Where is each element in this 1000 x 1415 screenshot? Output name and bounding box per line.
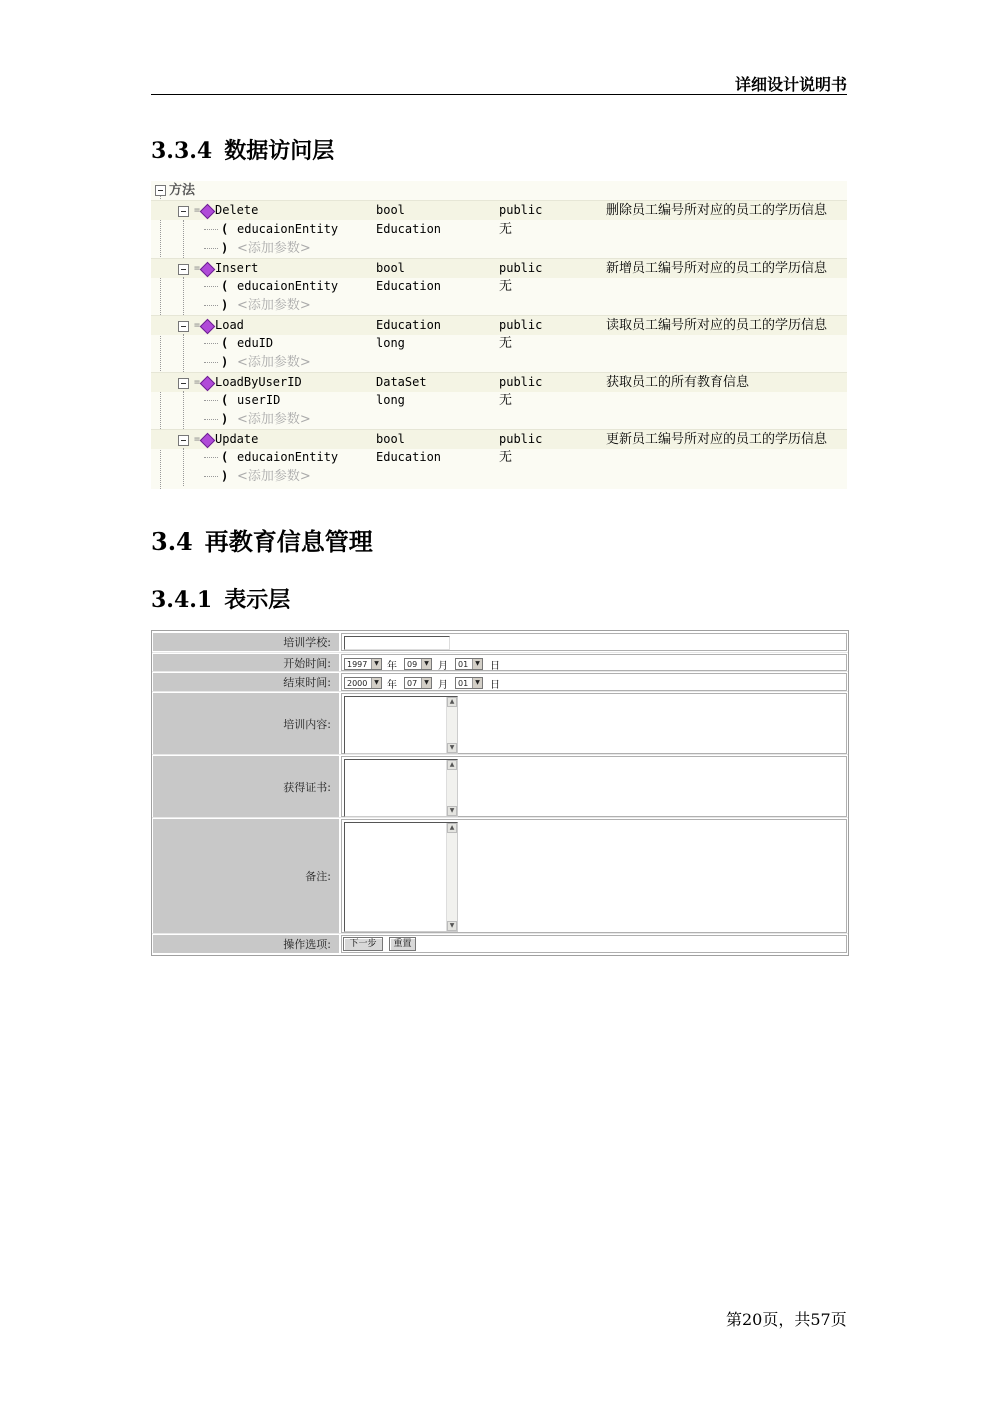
collapse-icon[interactable] (178, 206, 189, 217)
param-name: educaionEntity (237, 279, 339, 293)
dropdown-arrow-icon[interactable]: ▼ (371, 678, 381, 688)
page-number: 第20页，共57页 (726, 1310, 847, 1329)
open-paren-icon: ( (221, 222, 229, 236)
method-description: 新增员工编号所对应的员工的学历信息 (606, 261, 828, 276)
param-type: long (376, 336, 405, 350)
reset-button[interactable]: 重置 (389, 937, 416, 951)
param-row[interactable] (151, 277, 847, 296)
scroll-up-icon[interactable]: ▲ (447, 823, 457, 833)
school-label: 培训学校: (153, 633, 339, 651)
param-row[interactable] (151, 391, 847, 410)
cert-cell (341, 756, 847, 817)
method-name: Delete (215, 203, 259, 217)
dropdown-arrow-icon[interactable]: ▼ (371, 659, 381, 669)
scrollbar[interactable] (446, 823, 457, 931)
day-unit: 日 (490, 680, 500, 691)
section-number: 3.3.4 (151, 138, 213, 164)
tree-connector (204, 229, 218, 230)
content-label: 培训内容: (153, 693, 339, 754)
param-description: 无 (499, 393, 513, 408)
collapse-icon[interactable] (178, 321, 189, 332)
param-description: 无 (499, 279, 513, 294)
start-day-value: 01 (458, 660, 469, 669)
tree-connector (204, 400, 218, 401)
add-param-link[interactable]: <添加参数> (237, 412, 311, 427)
open-paren-icon: ( (221, 279, 229, 293)
add-param-row[interactable] (151, 296, 847, 315)
method-icon (200, 433, 216, 449)
add-param-row[interactable] (151, 239, 847, 258)
dropdown-arrow-icon[interactable]: ▼ (472, 659, 482, 669)
tree-connector (204, 476, 218, 477)
method-row-loadbyuserid[interactable] (151, 372, 847, 392)
note-cell (341, 819, 847, 933)
form-row-end (152, 671, 848, 692)
method-row-update[interactable] (151, 429, 847, 449)
end-year-value: 2000 (347, 679, 368, 688)
day-unit: 日 (490, 661, 500, 672)
param-name: educaionEntity (237, 222, 339, 236)
school-cell (341, 633, 847, 651)
tree-connector (204, 457, 218, 458)
param-description: 无 (499, 222, 513, 237)
collapse-icon[interactable] (178, 264, 189, 275)
close-paren-icon: ) (221, 298, 229, 312)
form-row-ops (152, 933, 848, 954)
connector-icon: = (194, 205, 201, 216)
start-day-select[interactable] (455, 658, 483, 670)
scroll-up-icon[interactable]: ▲ (447, 697, 457, 707)
method-name: LoadByUserID (215, 375, 302, 389)
note-label: 备注: (153, 819, 339, 933)
method-icon (200, 262, 216, 278)
param-type: long (376, 393, 405, 407)
scroll-up-icon[interactable]: ▲ (447, 760, 457, 770)
method-icon (200, 376, 216, 392)
param-description: 无 (499, 336, 513, 351)
scrollbar[interactable] (446, 760, 457, 816)
param-name: eduID (237, 336, 274, 350)
scroll-down-icon[interactable]: ▼ (447, 921, 457, 931)
tree-root-methods[interactable] (155, 181, 195, 200)
method-description: 更新员工编号所对应的员工的学历信息 (606, 432, 828, 447)
tree-root-label: 方法 (169, 183, 196, 198)
method-icon (200, 319, 216, 335)
method-return-type: bool (376, 203, 405, 217)
connector-icon: = (194, 320, 201, 331)
cert-textarea[interactable] (344, 759, 458, 817)
end-day-select[interactable] (455, 677, 483, 689)
section-number: 3.4 (151, 527, 193, 556)
school-input[interactable] (344, 636, 450, 650)
close-paren-icon: ) (221, 241, 229, 255)
method-return-type: bool (376, 261, 405, 275)
dropdown-arrow-icon[interactable]: ▼ (421, 659, 431, 669)
education-form (151, 630, 849, 956)
form-row-cert (152, 754, 848, 818)
end-label: 结束时间: (153, 673, 339, 691)
form-row-start (152, 652, 848, 672)
method-return-type: DataSet (376, 375, 427, 389)
start-month-select[interactable] (404, 658, 432, 670)
connector-icon: = (194, 263, 201, 274)
document-title: 详细设计说明书 (734, 75, 847, 94)
param-type: Education (376, 450, 442, 464)
form-row-school (152, 632, 848, 652)
month-unit: 月 (438, 661, 448, 672)
form-row-content (152, 691, 848, 755)
section-title: 表示层 (224, 587, 291, 613)
collapse-icon[interactable] (178, 378, 189, 389)
tree-connector (204, 286, 218, 287)
param-name: educaionEntity (237, 450, 339, 464)
method-icon (200, 204, 216, 220)
year-unit: 年 (387, 680, 397, 691)
add-param-link[interactable]: <添加参数> (237, 469, 311, 484)
method-name: Load (215, 318, 244, 332)
end-cell (341, 673, 847, 691)
next-button[interactable]: 下一步 (343, 937, 383, 951)
scroll-down-icon[interactable]: ▼ (447, 743, 457, 753)
method-tree (151, 181, 847, 489)
param-row[interactable] (151, 448, 847, 467)
method-return-type: Education (376, 318, 442, 332)
content-cell (341, 693, 847, 754)
tree-connector (204, 248, 218, 249)
ops-cell (341, 935, 847, 953)
note-textarea[interactable] (344, 822, 458, 932)
param-row[interactable] (151, 220, 847, 239)
param-name: userID (237, 393, 281, 407)
add-param-link[interactable]: <添加参数> (237, 298, 311, 313)
start-cell (341, 654, 847, 671)
scroll-down-icon[interactable]: ▼ (447, 806, 457, 816)
tree-connector (204, 305, 218, 306)
collapse-icon[interactable] (178, 435, 189, 446)
dropdown-arrow-icon[interactable]: ▼ (472, 678, 482, 688)
start-year-select[interactable] (344, 658, 382, 670)
open-paren-icon: ( (221, 450, 229, 464)
scrollbar[interactable] (446, 697, 457, 753)
end-month-select[interactable] (404, 677, 432, 689)
close-paren-icon: ) (221, 469, 229, 483)
collapse-icon[interactable] (155, 185, 166, 196)
close-paren-icon: ) (221, 412, 229, 426)
connector-icon: = (194, 434, 201, 445)
add-param-link[interactable]: <添加参数> (237, 241, 311, 256)
method-row-load[interactable] (151, 315, 847, 335)
section-number: 3.4.1 (151, 587, 213, 613)
method-access: public (499, 432, 543, 446)
form-row-note (152, 817, 848, 934)
end-month-value: 07 (407, 679, 418, 688)
content-textarea[interactable] (344, 696, 458, 754)
open-paren-icon: ( (221, 393, 229, 407)
cert-label: 获得证书: (153, 756, 339, 817)
section-title: 再教育信息管理 (204, 527, 373, 556)
param-type: Education (376, 279, 442, 293)
section-heading-3-4-1 (151, 583, 290, 614)
start-month-value: 09 (407, 660, 418, 669)
method-description: 读取员工编号所对应的员工的学历信息 (606, 318, 828, 333)
tree-connector (204, 419, 218, 420)
start-label: 开始时间: (153, 654, 339, 671)
method-return-type: bool (376, 432, 405, 446)
method-row-insert[interactable] (151, 258, 847, 278)
method-access: public (499, 375, 543, 389)
tree-connector (204, 343, 218, 344)
section-title: 数据访问层 (224, 138, 335, 164)
open-paren-icon: ( (221, 336, 229, 350)
end-year-select[interactable] (344, 677, 382, 689)
section-heading-3-4 (151, 522, 373, 557)
method-access: public (499, 318, 543, 332)
method-name: Insert (215, 261, 259, 275)
page-header (151, 70, 847, 95)
month-unit: 月 (438, 680, 448, 691)
tree-connector (204, 362, 218, 363)
add-param-row[interactable] (151, 467, 847, 486)
param-description: 无 (499, 450, 513, 465)
year-unit: 年 (387, 661, 397, 672)
param-type: Education (376, 222, 442, 236)
method-description: 获取员工的所有教育信息 (606, 375, 750, 390)
add-param-row[interactable] (151, 410, 847, 429)
method-name: Update (215, 432, 259, 446)
param-row[interactable] (151, 334, 847, 353)
ops-label: 操作选项: (153, 935, 339, 953)
method-access: public (499, 203, 543, 217)
dropdown-arrow-icon[interactable]: ▼ (421, 678, 431, 688)
add-param-link[interactable]: <添加参数> (237, 355, 311, 370)
add-param-row[interactable] (151, 353, 847, 372)
connector-icon: = (194, 377, 201, 388)
section-heading-3-3-4 (151, 134, 334, 165)
method-access: public (499, 261, 543, 275)
start-year-value: 1997 (347, 660, 368, 669)
end-day-value: 01 (458, 679, 469, 688)
method-description: 删除员工编号所对应的员工的学历信息 (606, 203, 828, 218)
close-paren-icon: ) (221, 355, 229, 369)
method-row-delete[interactable] (151, 200, 847, 220)
